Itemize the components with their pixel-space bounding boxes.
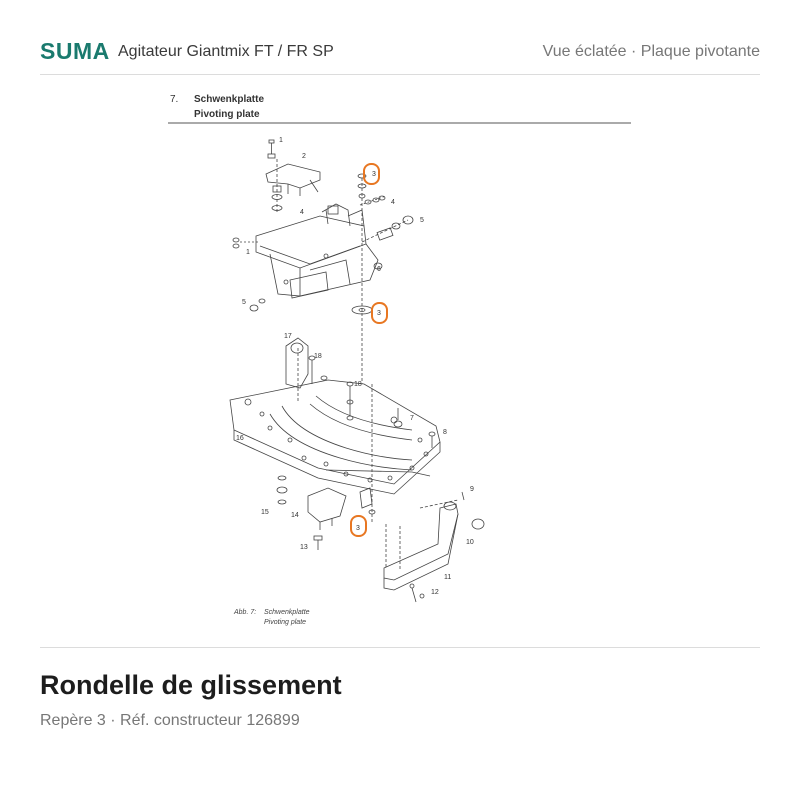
callout-label: 12 — [431, 589, 439, 596]
part-position: Repère 3 — [40, 712, 106, 729]
callout-label: 10 — [466, 539, 474, 546]
callout-label: 4 — [391, 199, 395, 206]
callout-label: 16 — [236, 435, 244, 442]
brand-logo: SUMA — [40, 38, 110, 64]
pin-assembly-part — [360, 196, 413, 242]
caption-de: Schwenkplatte — [264, 609, 310, 616]
product-name: Agitateur Giantmix FT / FR SP — [118, 43, 334, 60]
callouts — [236, 137, 474, 596]
view-label: Vue éclatée · Plaque pivotante — [542, 43, 760, 60]
callout-label: 1 — [246, 249, 250, 256]
exploded-view-diagram — [150, 84, 650, 634]
pivot-housing-part — [256, 204, 378, 298]
callout-label: 1 — [279, 137, 283, 144]
part-title: Rondelle de glissement — [40, 670, 342, 700]
callout-label: 9 — [470, 486, 474, 493]
part-reference: Réf. constructeur 126899 — [120, 712, 300, 729]
callout-label: 6 — [377, 266, 381, 273]
heading-number: 7. — [170, 94, 179, 105]
callout-label: 14 — [291, 512, 299, 519]
callout-label: 5 — [420, 217, 424, 224]
callout-label: 2 — [302, 153, 306, 160]
heading-de: Schwenkplatte — [194, 94, 265, 105]
callout-label: 15 — [261, 509, 269, 516]
callout-label: 13 — [300, 544, 308, 551]
callout-label: 18 — [354, 381, 362, 388]
part-subtitle — [40, 712, 300, 730]
support-arm-part — [384, 492, 484, 602]
highlight-marks — [351, 164, 387, 536]
callout-label: 3 — [356, 525, 360, 532]
header — [40, 28, 760, 75]
callout-label: 11 — [444, 574, 452, 581]
swivel-arm-part — [286, 338, 308, 402]
bolts-part — [309, 356, 353, 420]
callout-label: 5 — [242, 299, 246, 306]
callout-label: 3 — [377, 310, 381, 317]
callout-label: 17 — [284, 333, 292, 340]
bracket-part — [266, 159, 320, 214]
callout-label: 8 — [443, 429, 447, 436]
callout-label: 18 — [314, 353, 322, 360]
heading-en: Pivoting plate — [194, 109, 260, 120]
diagram-canvas — [150, 84, 650, 634]
sliding-washer-stack — [358, 174, 366, 384]
parts-drawing — [230, 140, 484, 602]
callout-label: 3 — [372, 171, 376, 178]
callout-label: 4 — [300, 209, 304, 216]
divider — [40, 647, 760, 648]
caption-en: Pivoting plate — [264, 619, 307, 626]
bolt-part — [268, 140, 275, 158]
caption-ref: Abb. 7: — [234, 609, 257, 616]
main-plate-part — [230, 380, 440, 494]
part-separator: · — [105, 712, 121, 729]
callout-label: 7 — [410, 415, 414, 422]
